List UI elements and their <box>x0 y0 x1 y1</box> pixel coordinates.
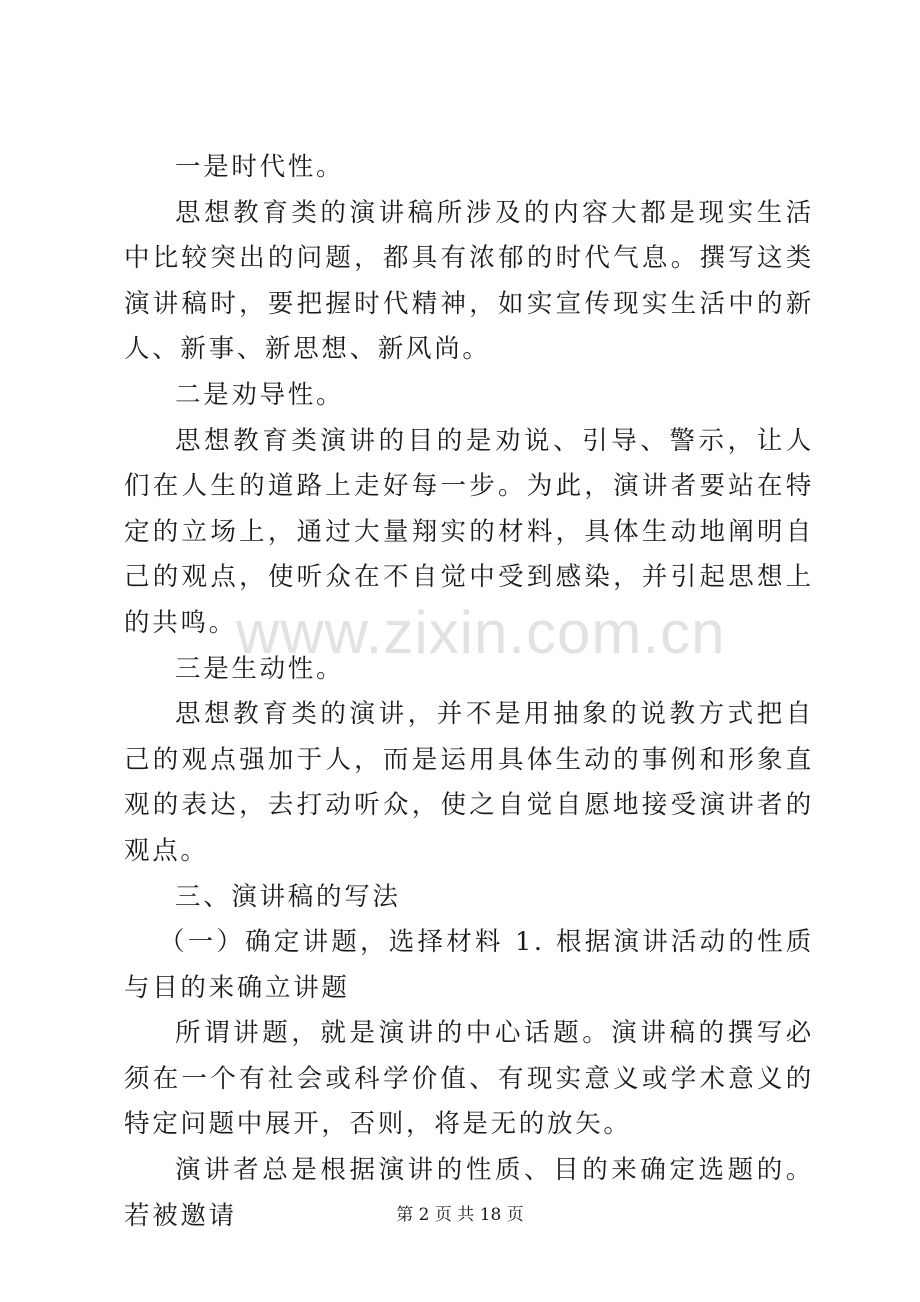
heading-timeliness: 一是时代性。 <box>175 152 345 182</box>
document-body <box>124 145 814 1239</box>
section-heading-writing-method: 三、演讲稿的写法 <box>175 881 401 912</box>
paragraph-timeliness: 思想教育类的演讲稿所涉及的内容大都是现实生活中比较突出的问题，都具有浓郁的时代气息。撰写这类演讲稿时，要把握时代精神，如实宣传现实生活中的新人、新事、新思想、新风尚。 <box>124 197 814 365</box>
heading-persuasiveness: 二是劝导性。 <box>175 379 345 410</box>
paragraph-topic-selection: 演讲者总是根据演讲的性质、目的来确定选题的。若被邀请 <box>124 1155 814 1231</box>
subsection-heading-topic: （一）确定讲题，选择材料 1. 根据演讲活动的性质与目的来确立讲题 <box>124 927 814 1003</box>
heading-vividness: 三是生动性。 <box>175 653 345 684</box>
watermark-text: www.zixin.com.cn <box>236 599 726 666</box>
paragraph-topic-definition: 所谓讲题，就是演讲的中心话题。演讲稿的撰写必须在一个有社会或科学价值、有现实意义或学术意义的特定问题中展开，否则，将是无的放矢。 <box>124 1018 814 1140</box>
paragraph-vividness: 思想教育类的演讲，并不是用抽象的说教方式把自己的观点强加于人，而是运用具体生动的事例和形象直观的表达，去打动听众，使之自觉自愿地接受演讲者的观点。 <box>124 699 814 866</box>
paragraph-persuasiveness: 思想教育类演讲的目的是劝说、引导、警示，让人们在人生的道路上走好每一步。为此，演讲者要站在特定的立场上，通过大量翔实的材料，具体生动地阐明自己的观点，使听众在不自觉中受到感染，并引起思想上的共鸣。 <box>124 425 814 638</box>
page-number-footer: 第 2 页 共 18 页 <box>396 1205 524 1225</box>
